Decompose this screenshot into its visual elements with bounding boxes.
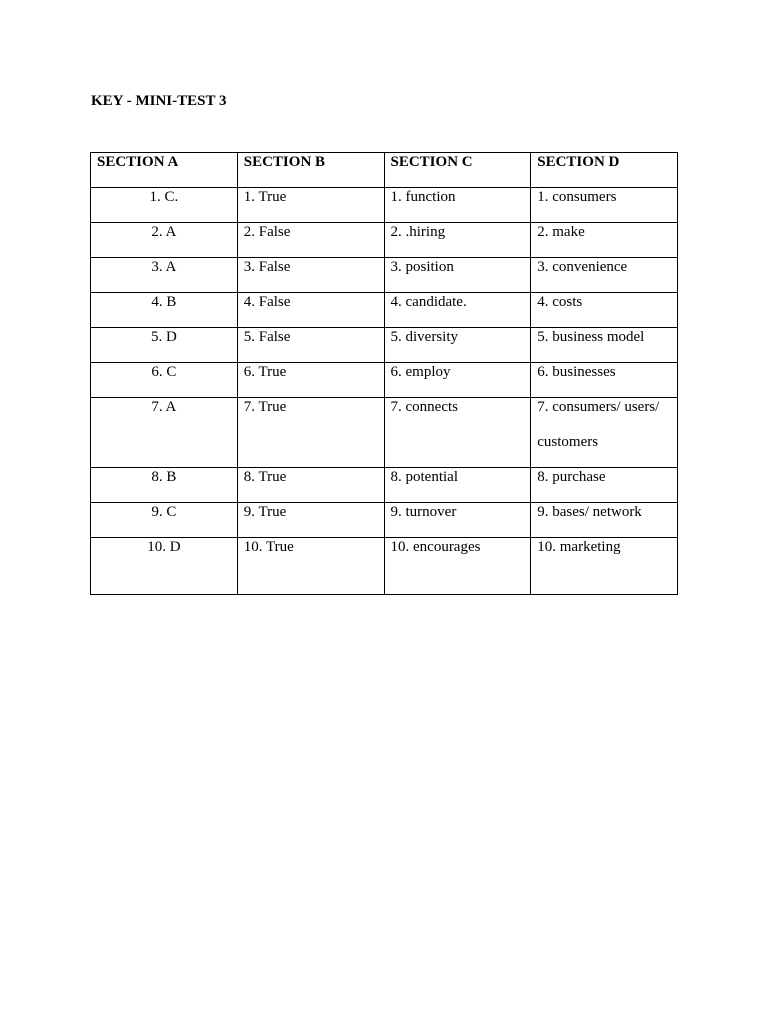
header-section-c: SECTION C xyxy=(384,153,531,188)
answer-section-a: 6. C xyxy=(91,363,238,398)
answer-section-c: 7. connects xyxy=(384,398,531,468)
answer-section-c: 2. .hiring xyxy=(384,223,531,258)
table-row xyxy=(91,538,678,595)
answer-section-d-line-1: 7. consumers/ users/ xyxy=(537,399,660,415)
answer-section-b: 8. True xyxy=(237,468,384,503)
answer-section-a: 2. A xyxy=(91,223,238,258)
answer-section-c: 8. potential xyxy=(384,468,531,503)
answer-section-a: 3. A xyxy=(91,258,238,293)
answer-section-d: 1. consumers xyxy=(531,188,678,223)
answer-section-c: 1. function xyxy=(384,188,531,223)
table-row xyxy=(91,188,678,223)
answer-section-b: 1. True xyxy=(237,188,384,223)
answer-section-d: 3. convenience xyxy=(531,258,678,293)
table-row xyxy=(91,398,678,468)
answer-section-c: 3. position xyxy=(384,258,531,293)
answer-section-c: 4. candidate. xyxy=(384,293,531,328)
answer-section-c: 10. encourages xyxy=(384,538,531,595)
table-header-row xyxy=(91,153,678,188)
answer-section-b: 9. True xyxy=(237,503,384,538)
table-row xyxy=(91,293,678,328)
answer-section-b: 7. True xyxy=(237,398,384,468)
answer-section-d xyxy=(531,398,678,468)
answer-section-c: 5. diversity xyxy=(384,328,531,363)
table-row xyxy=(91,503,678,538)
answer-section-d: 4. costs xyxy=(531,293,678,328)
answer-section-b: 4. False xyxy=(237,293,384,328)
answer-section-a: 7. A xyxy=(91,398,238,468)
table-row xyxy=(91,223,678,258)
answer-section-b: 6. True xyxy=(237,363,384,398)
table-row xyxy=(91,468,678,503)
answer-section-a: 5. D xyxy=(91,328,238,363)
table-row xyxy=(91,363,678,398)
answer-section-a: 4. B xyxy=(91,293,238,328)
page-title: KEY - MINI-TEST 3 xyxy=(91,93,227,109)
header-section-a: SECTION A xyxy=(91,153,238,188)
answer-section-a: 8. B xyxy=(91,468,238,503)
answer-section-c: 6. employ xyxy=(384,363,531,398)
answer-section-d: 6. businesses xyxy=(531,363,678,398)
answer-section-d: 10. marketing xyxy=(531,538,678,595)
answer-section-b: 3. False xyxy=(237,258,384,293)
answer-section-c: 9. turnover xyxy=(384,503,531,538)
header-section-b: SECTION B xyxy=(237,153,384,188)
answer-section-d: 9. bases/ network xyxy=(531,503,678,538)
answer-section-d-line-2: customers xyxy=(537,434,599,450)
answer-section-a: 9. C xyxy=(91,503,238,538)
answer-section-b: 10. True xyxy=(237,538,384,595)
answer-section-a: 1. C. xyxy=(91,188,238,223)
answer-section-d: 2. make xyxy=(531,223,678,258)
table-row xyxy=(91,258,678,293)
answer-section-d: 8. purchase xyxy=(531,468,678,503)
table-row xyxy=(91,328,678,363)
answer-section-b: 2. False xyxy=(237,223,384,258)
answer-section-a: 10. D xyxy=(91,538,238,595)
answer-section-d: 5. business model xyxy=(531,328,678,363)
answer-section-b: 5. False xyxy=(237,328,384,363)
answer-key-table xyxy=(90,152,678,595)
header-section-d: SECTION D xyxy=(531,153,678,188)
